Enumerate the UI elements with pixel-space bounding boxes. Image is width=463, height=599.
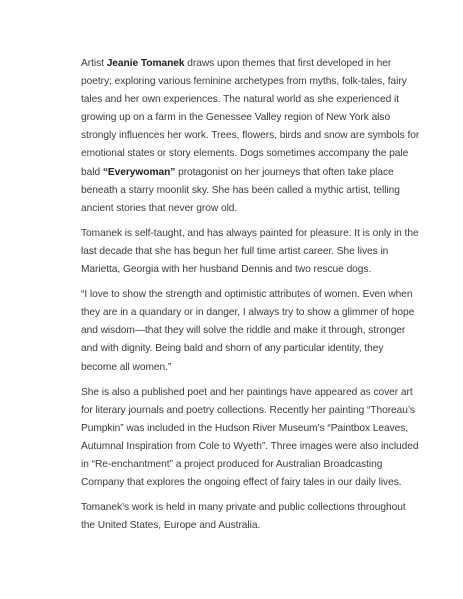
bio-paragraph-quote: “I love to show the strength and optimistic attributes of women. Even when they are in a quandary or in danger, I always try to show a glimmer of hope and wisdom—that they will solve the riddle and make it through, stronger and with dignity. Being bald and shorn of any particular identity, they become all women.”	[81, 289, 415, 373]
everywoman-term: “Everywoman”	[102, 166, 176, 178]
bio-paragraph-collections: Tomanek’s work is held in many private and public collections throughout the United States, Europe and Australia.	[81, 502, 406, 532]
intro-text-start: Artist	[81, 58, 107, 69]
intro-text-end: protagonist on her journeys that often take place beneath a starry moonlit sky. She has been called a mythic artist, telling ancient stories that never grow old.	[81, 166, 400, 214]
intro-text-middle: draws upon themes that first developed in her poetry; exploring various feminine archetypes from myths, folk-tales, fairy tales and her own experiences. The natural world as she experienced it growing up on a farm in the Genessee Valley region of New York also strongly influences her work. Trees, flowers, birds and snow are symbols for emotional states or story elements. Dogs sometimes accompany the pale bald	[81, 58, 420, 178]
bio-paragraph-background: Tomanek is self-taught, and has always painted for pleasure. It is only in the last decade that she has begun her full time artist career. She lives in Marietta, Georgia with her husband Dennis and two rescue dogs.	[81, 227, 419, 276]
artist-name: Jeanie Tomanek	[106, 58, 185, 69]
bio-paragraph-publications: She is also a published poet and her paintings have appeared as cover art for literary journals and poetry collections. Recently her painting “Thoreau’s Pumpkin” was included in the Hudson River Museum’s “Paintbox Leaves, Autumnal Inspiration from Cole to Wyeth”. Three images were also included in “Re-enchantment” a project produced for Australian Broadcasting Company that explores the ongoing effect of fairy tales in our daily lives.	[81, 386, 419, 489]
bio-paragraph-intro	[81, 55, 421, 218]
artist-bio	[81, 55, 421, 542]
